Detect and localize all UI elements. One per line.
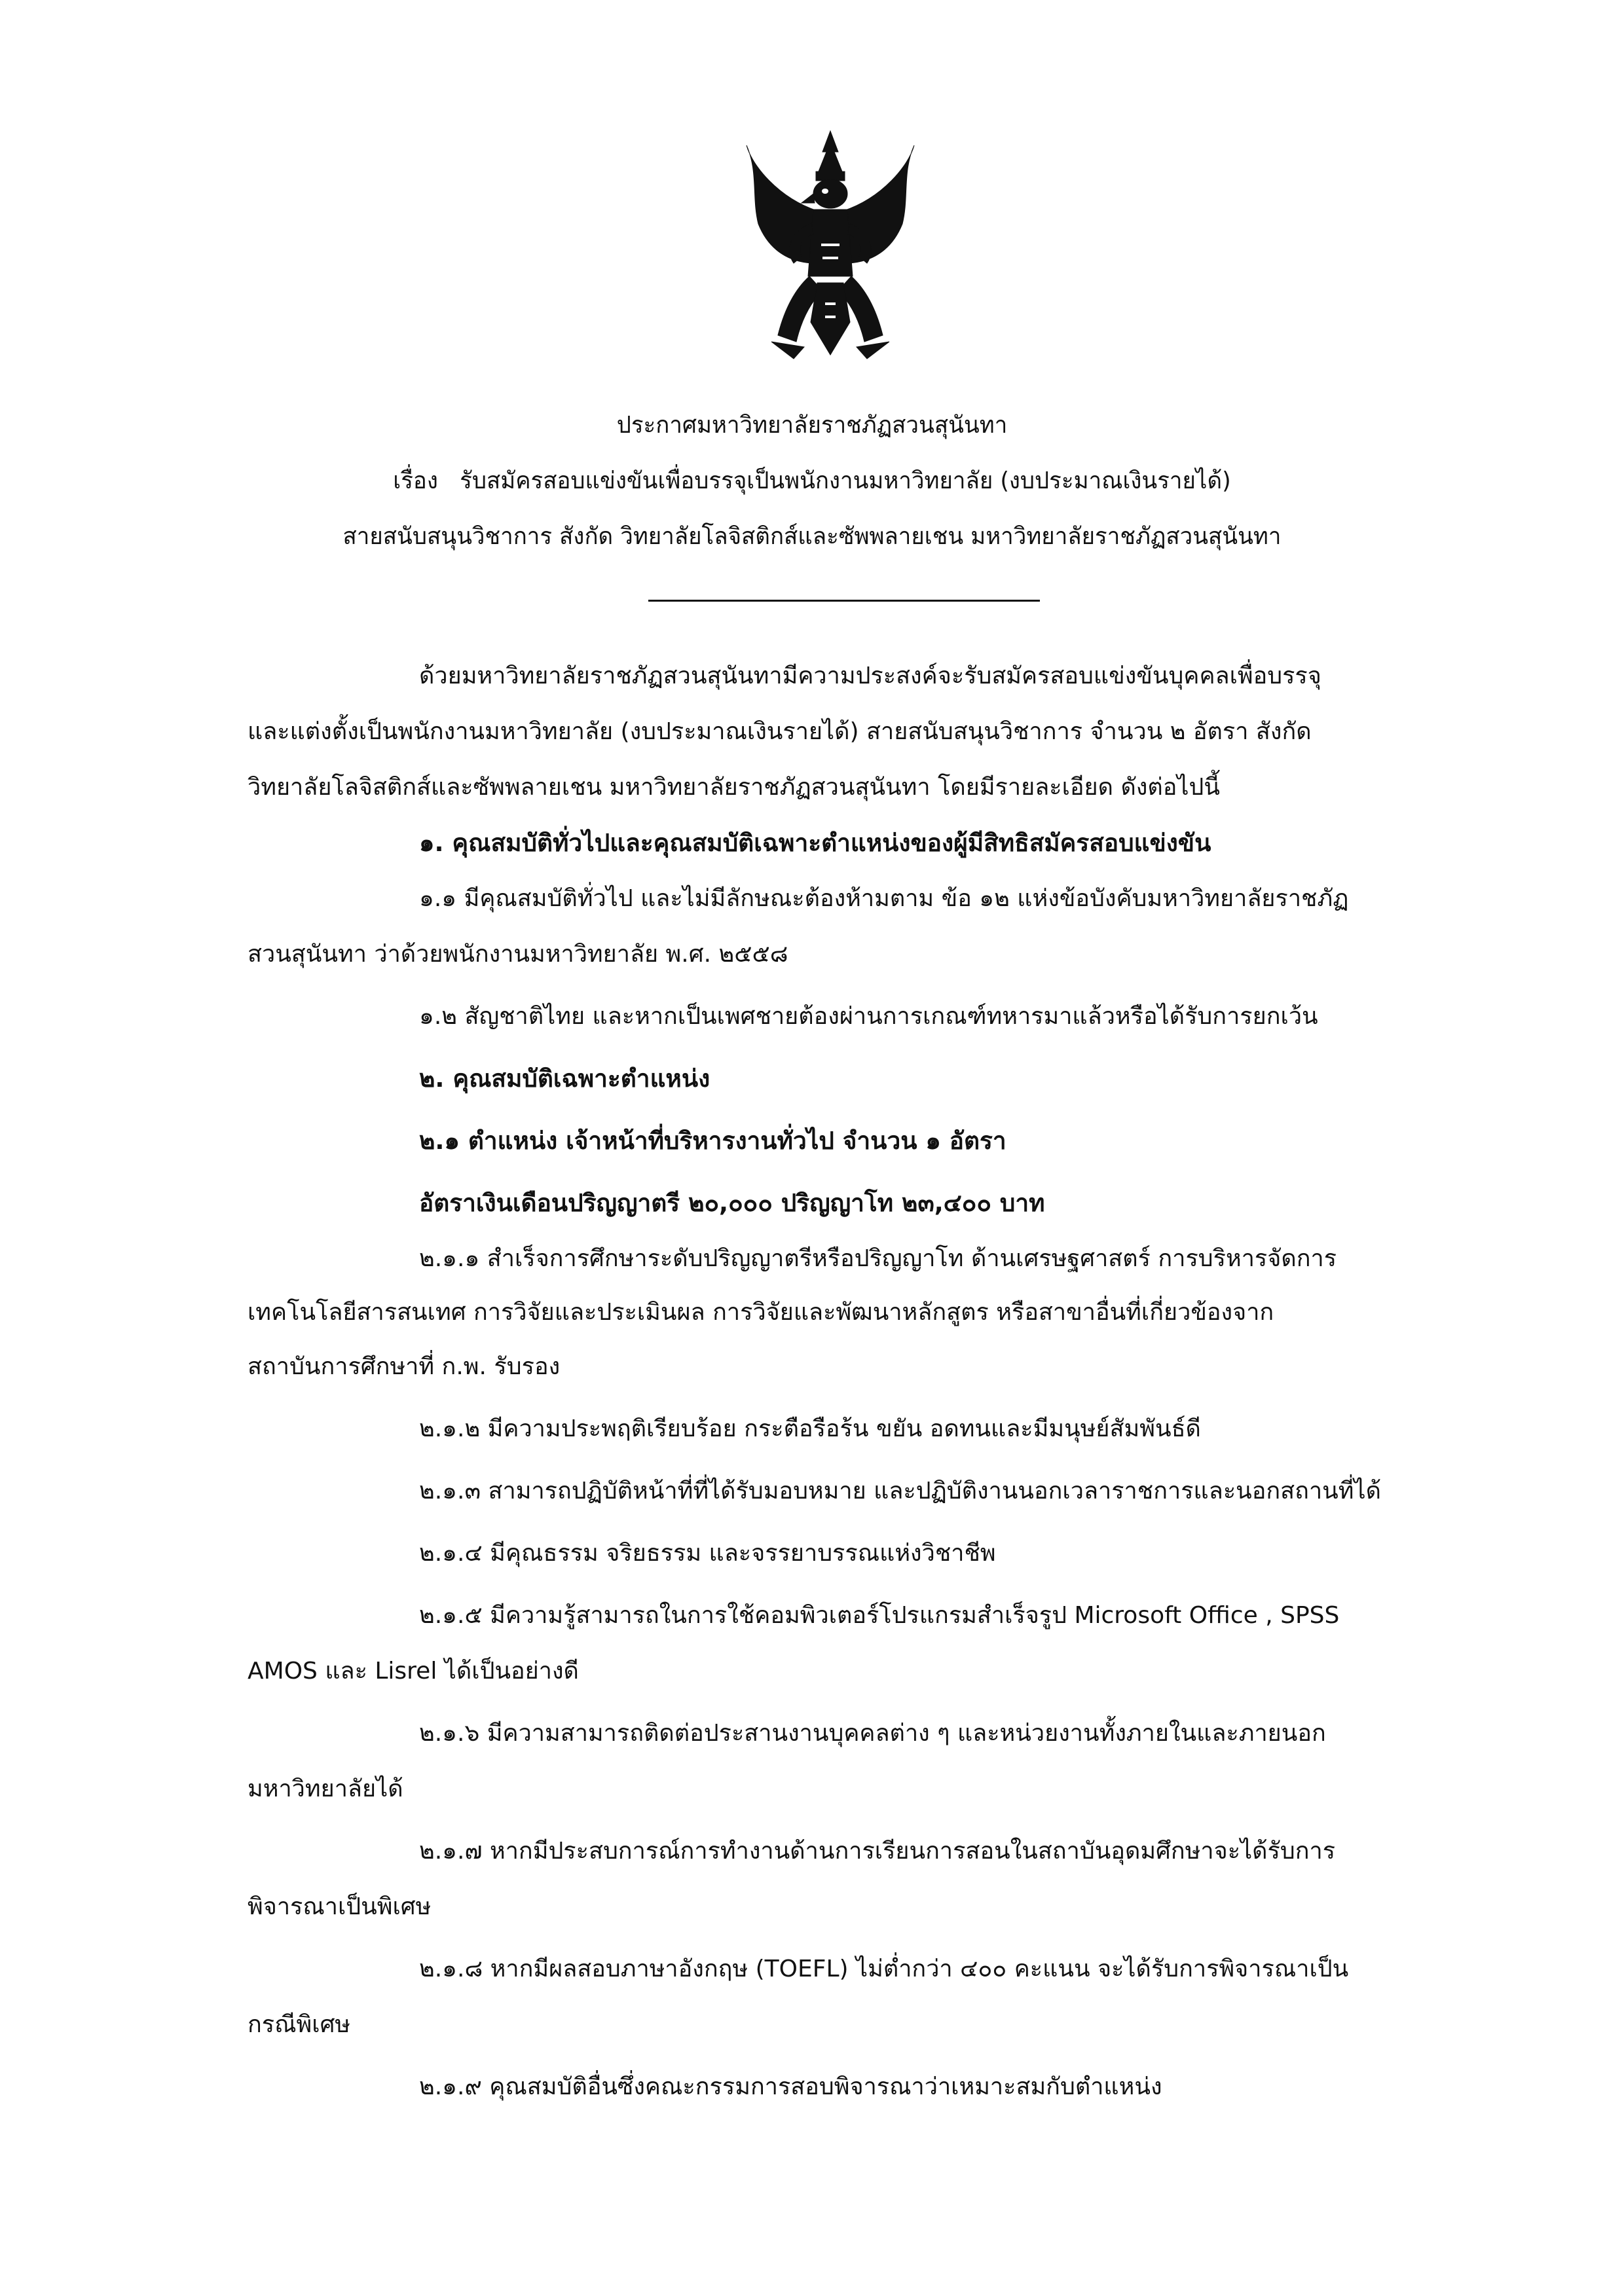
announcement-title: ประกาศมหาวิทยาลัยราชภัฏสวนสุนันทา xyxy=(616,412,1008,439)
item-2-1-1-line-1: ๒.๑.๑ สำเร็จการศึกษาระดับปริญญาตรีหรือปริญญาโท ด้านเศรษฐศาสตร์ การบริหารจัดการ xyxy=(419,1245,1337,1272)
section-2-1-title: ๒.๑ ตำแหน่ง เจ้าหน้าที่บริหารงานทั่วไป จำนวน ๑ อัตรา xyxy=(419,1127,1006,1155)
section-1-1-line-1: ๑.๑ มีคุณสมบัติทั่วไป และไม่มีลักษณะต้องห้ามตาม ข้อ ๑๒ แห่งข้อบังคับมหาวิทยาลัยราชภัฏ xyxy=(419,885,1349,912)
announcement-subject xyxy=(26,462,1598,499)
item-2-1-8-line-2: กรณีพิเศษ xyxy=(248,2011,351,2038)
header-divider xyxy=(648,600,1040,602)
item-2-1-1-line-3: สถาบันการศึกษาที่ ก.พ. รับรอง xyxy=(248,1353,561,1380)
salary-rate: อัตราเงินเดือนปริญญาตรี ๒๐,๐๐๐ ปริญญาโท ๒๓,๔๐๐ บาท xyxy=(419,1189,1045,1217)
section-1-title: ๑. คุณสมบัติทั่วไปและคุณสมบัติเฉพาะตำแหน่งของผู้มีสิทธิสมัครสอบแข่งขัน xyxy=(419,829,1211,857)
intro-line-1: ด้วยมหาวิทยาลัยราชภัฏสวนสุนันทามีความประสงค์จะรับสมัครสอบแข่งขันบุคคลเพื่อบรรจุ xyxy=(419,663,1321,689)
subject-label: เรื่อง xyxy=(393,467,438,494)
item-2-1-6-line-1: ๒.๑.๖ มีความสามารถติดต่อประสานงานบุคคลต่าง ๆ และหน่วยงานทั้งภายในและภายนอก xyxy=(419,1720,1326,1747)
item-2-1-9: ๒.๑.๙ คุณสมบัติอื่นซึ่งคณะกรรมการสอบพิจารณาว่าเหมาะสมกับตำแหน่ง xyxy=(419,2073,1162,2100)
item-2-1-5-line-2: AMOS และ Lisrel ได้เป็นอย่างดี xyxy=(248,1658,579,1685)
item-2-1-7-line-2: พิจารณาเป็นพิเศษ xyxy=(248,1893,432,1920)
item-2-1-3: ๒.๑.๓ สามารถปฏิบัติหน้าที่ที่ได้รับมอบหมาย และปฏิบัติงานนอกเวลาราชการและนอกสถานที่ได้ xyxy=(419,1478,1381,1504)
subject-text: รับสมัครสอบแข่งขันเพื่อบรรจุเป็นพนักงานมหาวิทยาลัย (งบประมาณเงินรายได้) xyxy=(460,467,1231,494)
item-2-1-5-line-1: ๒.๑.๕ มีความรู้สามารถในการใช้คอมพิวเตอร์โปรแกรมสำเร็จรูป Microsoft Office , SPSS xyxy=(419,1602,1340,1629)
section-1-2: ๑.๒ สัญชาติไทย และหากเป็นเพศชายต้องผ่านการเกณฑ์ทหารมาแล้วหรือได้รับการยกเว้น xyxy=(419,1003,1318,1030)
item-2-1-7-line-1: ๒.๑.๗ หากมีประสบการณ์การทำงานด้านการเรียนการสอนในสถาบันอุดมศึกษาจะได้รับการ xyxy=(419,1838,1336,1865)
item-2-1-1-line-2: เทคโนโลยีสารสนเทศ การวิจัยและประเมินผล การวิจัยและพัฒนาหลักสูตร หรือสาขาอื่นที่เกี่ยวข้องจาก xyxy=(248,1299,1274,1326)
section-2-title: ๒. คุณสมบัติเฉพาะตำแหน่ง xyxy=(419,1065,710,1093)
announcement-affiliation: สายสนับสนุนวิชาการ สังกัด วิทยาลัยโลจิสติกส์และซัพพลายเชน มหาวิทยาลัยราชภัฏสวนสุนันทา xyxy=(342,523,1282,550)
item-2-1-8-line-1: ๒.๑.๘ หากมีผลสอบภาษาอังกฤษ (TOEFL) ไม่ต่ำกว่า ๔๐๐ คะแนน จะได้รับการพิจารณาเป็น xyxy=(419,1956,1349,1982)
item-2-1-6-line-2: มหาวิทยาลัยได้ xyxy=(248,1776,403,1802)
intro-line-2: และแต่งตั้งเป็นพนักงานมหาวิทยาลัย (งบประมาณเงินรายได้) สายสนับสนุนวิชาการ จำนวน ๒ อัตรา สังกัด xyxy=(248,718,1312,745)
item-2-1-4: ๒.๑.๔ มีคุณธรรม จริยธรรม และจรรยาบรรณแห่งวิชาชีพ xyxy=(419,1540,996,1567)
intro-line-3: วิทยาลัยโลจิสติกส์และซัพพลายเชน มหาวิทยาลัยราชภัฏสวนสุนันทา โดยมีรายละเอียด ดังต่อไปนี้ xyxy=(248,774,1220,801)
item-2-1-2: ๒.๑.๒ มีความประพฤติเรียบร้อย กระตือรือร้น ขยัน อดทนและมีมนุษย์สัมพันธ์ดี xyxy=(419,1415,1201,1442)
section-1-1-line-2: สวนสุนันทา ว่าด้วยพนักงานมหาวิทยาลัย พ.ศ. ๒๕๕๘ xyxy=(248,941,788,968)
garuda-emblem xyxy=(739,126,922,369)
